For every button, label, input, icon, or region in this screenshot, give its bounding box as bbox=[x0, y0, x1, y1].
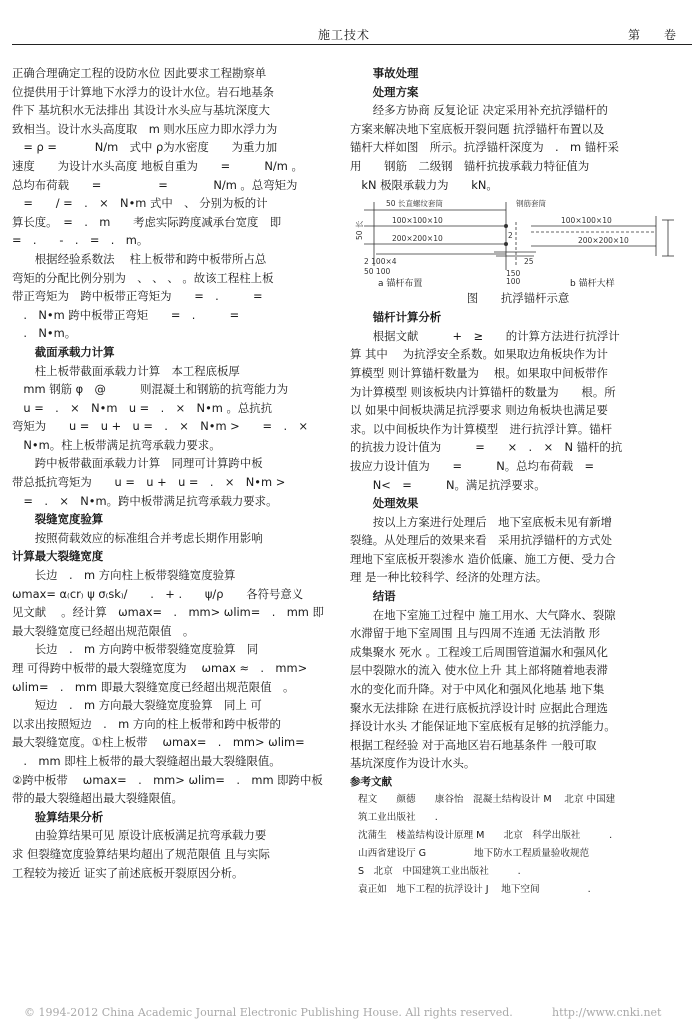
fig-dim-2: 2 bbox=[508, 231, 513, 241]
text-line: 成集聚水 死水 。工程竣工后周围管道漏水和强风化 bbox=[350, 644, 608, 659]
text-line: 带总抵抗弯矩为 u = u + u = . × N•m > bbox=[12, 475, 286, 490]
text-line: . N•m。 bbox=[12, 326, 77, 341]
references bbox=[350, 773, 686, 899]
left-column bbox=[12, 64, 332, 882]
fig-text-anchor: 钢筋套筒 bbox=[516, 199, 546, 209]
fig-dim-side: 50 长 bbox=[355, 220, 364, 241]
text-line: 弯矩为 u = u + u = . × N•m > = . × bbox=[12, 419, 308, 434]
text-line: = . - . = . m。 bbox=[12, 233, 149, 248]
text-line: N•m。柱上板带满足抗弯承载力要求。 bbox=[12, 437, 221, 452]
right-column-bottom bbox=[350, 308, 686, 773]
journal-title: 施工技术 bbox=[318, 28, 371, 42]
text-line: 水滞留于地下室周围 且与四周不连通 无法消散 形 bbox=[350, 626, 601, 641]
text-line: 致相当。设计水头高度取 m 则水压应力即水浮力为 bbox=[12, 121, 278, 136]
text-line: 择设计水头 才能保证地下室底板有足够的抗浮能力。 bbox=[350, 719, 616, 734]
text-line: 以 如果中间板块满足抗浮要求 则边角板块也满足要 bbox=[350, 403, 608, 418]
page-header bbox=[12, 20, 692, 45]
text-line: ②跨中板带 ωmax= . mm> ωlim= . mm 即跨中板 bbox=[12, 772, 323, 787]
reference-item: 沈蒲生 楼盖结构设计原理 M 北京 科学出版社 . bbox=[358, 830, 613, 841]
text-line: 基坑深度作为设计水头。 bbox=[350, 756, 476, 771]
text-line: . mm 即柱上板带的最大裂缝超出最大裂缝限值。 bbox=[12, 753, 281, 768]
text-line: 锚杆计算分析 bbox=[350, 310, 442, 325]
text-line: 按以上方案进行处理后 地下室底板未见有新增 bbox=[350, 514, 612, 529]
text-line: 算模型 则计算锚杆数量为 根。如果取中间板带作 bbox=[350, 365, 608, 380]
text-line: 柱上板带截面承载力计算 本工程底板厚 bbox=[12, 363, 240, 378]
text-line: 水的变化而升降。对于中风化和强风化地基 地下集 bbox=[350, 682, 605, 697]
text-line: 理 是一种比较科学、经济的处理方法。 bbox=[350, 570, 548, 585]
text-line: = / = . × N•m 式中 、 分别为板的计 bbox=[12, 196, 268, 211]
text-line: 的抗拔力设计值为 = × . × N 锚杆的抗 bbox=[350, 440, 623, 455]
text-line: 用 钢筋 二级钢 锚杆抗拔承载力特征值为 bbox=[350, 158, 590, 173]
text-line: 带正弯矩为 跨中板带正弯矩为 = . = bbox=[12, 289, 263, 304]
fig-dim-small1: 2 100×4 bbox=[364, 257, 397, 267]
text-line: 工程较为接近 证实了前述底板开裂原因分析。 bbox=[12, 865, 244, 880]
fig-label-a: a 锚杆布置 bbox=[378, 279, 423, 290]
text-line: 总均布荷载 = = N/m 。总弯矩为 bbox=[12, 177, 298, 192]
text-line: 截面承载力计算 bbox=[12, 344, 115, 359]
reference-list bbox=[350, 791, 686, 899]
fig-dim-row2: 200×200×10 bbox=[392, 234, 443, 244]
text-line: 根据经验系数法 柱上板带和跨中板带所占总 bbox=[12, 251, 267, 266]
right-column-top bbox=[350, 64, 686, 194]
fig-dim-25: 25 bbox=[524, 257, 534, 267]
text-line: 以求出按照短边 . m 方向的柱上板带和跨中板带的 bbox=[12, 716, 281, 731]
text-line: 正确合理确定工程的设防水位 因此要求工程勘察单 bbox=[12, 66, 267, 80]
reference-item: 袁正如 地下工程的抗浮设计 J 地下空间 . bbox=[358, 884, 591, 895]
anchor-diagram bbox=[356, 196, 686, 288]
text-line: 裂缝宽度验算 bbox=[12, 512, 104, 527]
text-line: 理地下室底板开裂渗水 造价低廉、施工方便、受力合 bbox=[350, 551, 616, 566]
footer-url[interactable]: http://www.cnki.net bbox=[552, 1006, 662, 1019]
fig-dim-150: 150 bbox=[506, 269, 521, 279]
text-line: 结语 bbox=[350, 589, 396, 604]
text-line: 方案来解决地下室底板开裂问题 抗浮锚杆布置以及 bbox=[350, 121, 605, 136]
fig-text-top: 50 长直螺纹套筒 bbox=[386, 199, 443, 209]
text-line: 事故处理 bbox=[350, 66, 419, 80]
text-line: 由验算结果可见 原设计底板满足抗弯承载力要 bbox=[12, 828, 267, 843]
text-line: 根据工程经验 对于高地区岩石地基条件 一般可取 bbox=[350, 737, 597, 752]
text-line: 求 但裂缝宽度验算结果均超出了规范限值 且与实际 bbox=[12, 846, 270, 861]
copyright-text: © 1994-2012 China Academic Journal Electronic Publishing House. All rights reserved. bbox=[24, 1006, 513, 1019]
text-line: u = . × N•m u = . × N•m 。总抗抗 bbox=[12, 400, 273, 415]
references-title: 参考文献 bbox=[350, 776, 392, 788]
text-line: 处理效果 bbox=[350, 496, 419, 511]
volume-label: 第 卷 bbox=[628, 28, 683, 42]
fig-label-b: b 锚杆大样 bbox=[570, 279, 615, 290]
fig-dim-right2: 200×200×10 bbox=[578, 236, 629, 246]
text-line: 短边 . m 方向最大裂缝宽度验算 同上 可 bbox=[12, 698, 262, 713]
text-line: 位提供用于计算地下水浮力的设计水位。岩石地基条 bbox=[12, 84, 274, 99]
text-line: 算长度。 = . m 考虑实际跨度减承台宽度 即 bbox=[12, 214, 282, 229]
fig-dim-100: 100 bbox=[506, 277, 521, 287]
text-line: 速度 为设计水头高度 地板自重为 = N/m 。 bbox=[12, 158, 303, 173]
fig-dim-row1: 100×100×10 bbox=[392, 216, 443, 226]
text-line: 为计算模型 则该板块内计算锚杆的数量为 根。所 bbox=[350, 384, 616, 399]
text-line: 理 可得跨中板带的最大裂缝宽度为 ωmax ≈ . mm> bbox=[12, 661, 308, 675]
text-line: 长边 . m 方向跨中板带裂缝宽度验算 同 bbox=[12, 642, 259, 657]
text-line: 最大裂缝宽度已经超出规范限值 。 bbox=[12, 623, 195, 638]
text-line: mm 钢筋 φ @ 则混凝土和钢筋的抗弯能力为 bbox=[12, 382, 289, 397]
figure-caption: 图 抗浮锚杆示意 bbox=[466, 291, 570, 306]
text-line: = ρ = N/m 式中 ρ为水密度 为重力加 bbox=[12, 140, 278, 155]
text-line: 按照荷载效应的标准组合并考虑长期作用影响 bbox=[12, 530, 263, 545]
copyright-footer bbox=[24, 1006, 684, 1019]
text-line: kN 极限承载力为 kN。 bbox=[350, 177, 498, 192]
text-line: 带的最大裂缝超出最大裂缝限值。 bbox=[12, 791, 183, 806]
text-line: 跨中板带截面承载力计算 同理可计算跨中板 bbox=[12, 456, 263, 471]
text-line: 弯矩的分配比例分别为 、 、 、 。故该工程柱上板 bbox=[12, 270, 274, 285]
text-line: 件下 基坑积水无法排出 其设计水头应与基坑深度大 bbox=[12, 103, 270, 118]
text-line: 锚杆大样如图 所示。抗浮锚杆深度为 . m 锚杆采 bbox=[350, 140, 619, 155]
text-line: 聚水无法排除 在进行底板抗浮设计时 应据此合理选 bbox=[350, 700, 608, 715]
reference-item: 筑工业出版社 . bbox=[358, 812, 438, 823]
text-line: . N•m 跨中板带正弯矩 = . = bbox=[12, 307, 240, 322]
text-line: 根据文献 + ≥ 的计算方法进行抗浮计 bbox=[350, 328, 620, 343]
text-line: 裂缝。从处理后的效果来看 采用抗浮锚杆的方式处 bbox=[350, 533, 612, 548]
text-line: 求。以中间板块作为计算模型 进行抗浮计算。锚杆 bbox=[350, 421, 612, 436]
fig-dim-small2: 50 100 bbox=[364, 267, 391, 277]
text-line: ωmax= α₍cr₎ ψ σ₍sk₎/ . + . ψ/ρ 各符号意义 bbox=[12, 586, 304, 601]
reference-item: 山西省建设厅 G 地下防水工程质量验收规范 bbox=[358, 848, 590, 859]
reference-item: S 北京 中国建筑工业出版社 . bbox=[358, 866, 521, 877]
anchor-figure bbox=[356, 196, 686, 288]
text-line: N< = N。满足抗浮要求。 bbox=[350, 477, 546, 492]
text-line: 层中裂隙水的流入 使水位上升 其上部将随着地表滞 bbox=[350, 663, 608, 678]
text-line: 长边 . m 方向柱上板带裂缝宽度验算 bbox=[12, 568, 236, 583]
text-line: 拔应力设计值为 = N。总均布荷载 = bbox=[350, 458, 595, 473]
reference-item: 程文 颜德 康谷怡 混凝土结构设计 M 北京 中国建 bbox=[358, 794, 616, 805]
text-line: 计算最大裂缝宽度 bbox=[12, 549, 104, 564]
text-line: 验算结果分析 bbox=[12, 809, 104, 824]
text-line: = . × N•m。跨中板带满足抗弯承载力要求。 bbox=[12, 493, 278, 508]
text-line: 在地下室施工过程中 施工用水、大气降水、裂隙 bbox=[350, 607, 616, 622]
text-line: 最大裂缝宽度。①柱上板带 ωmax= . mm> ωlim= bbox=[12, 735, 305, 750]
text-line: ωlim= . mm 即最大裂缝宽度已经超出规范限值 。 bbox=[12, 679, 295, 694]
right-column bbox=[350, 64, 686, 899]
text-line: 算 其中 为抗浮安全系数。如果取边角板块作为计 bbox=[350, 347, 608, 362]
text-line: 处理方案 bbox=[350, 84, 419, 99]
fig-dim-right1: 100×100×10 bbox=[561, 216, 612, 226]
text-line: 经多方协商 反复论证 决定采用补充抗浮锚杆的 bbox=[350, 103, 608, 118]
text-line: 见文献 。经计算 ωmax= . mm> ωlim= . mm 即 bbox=[12, 605, 324, 620]
